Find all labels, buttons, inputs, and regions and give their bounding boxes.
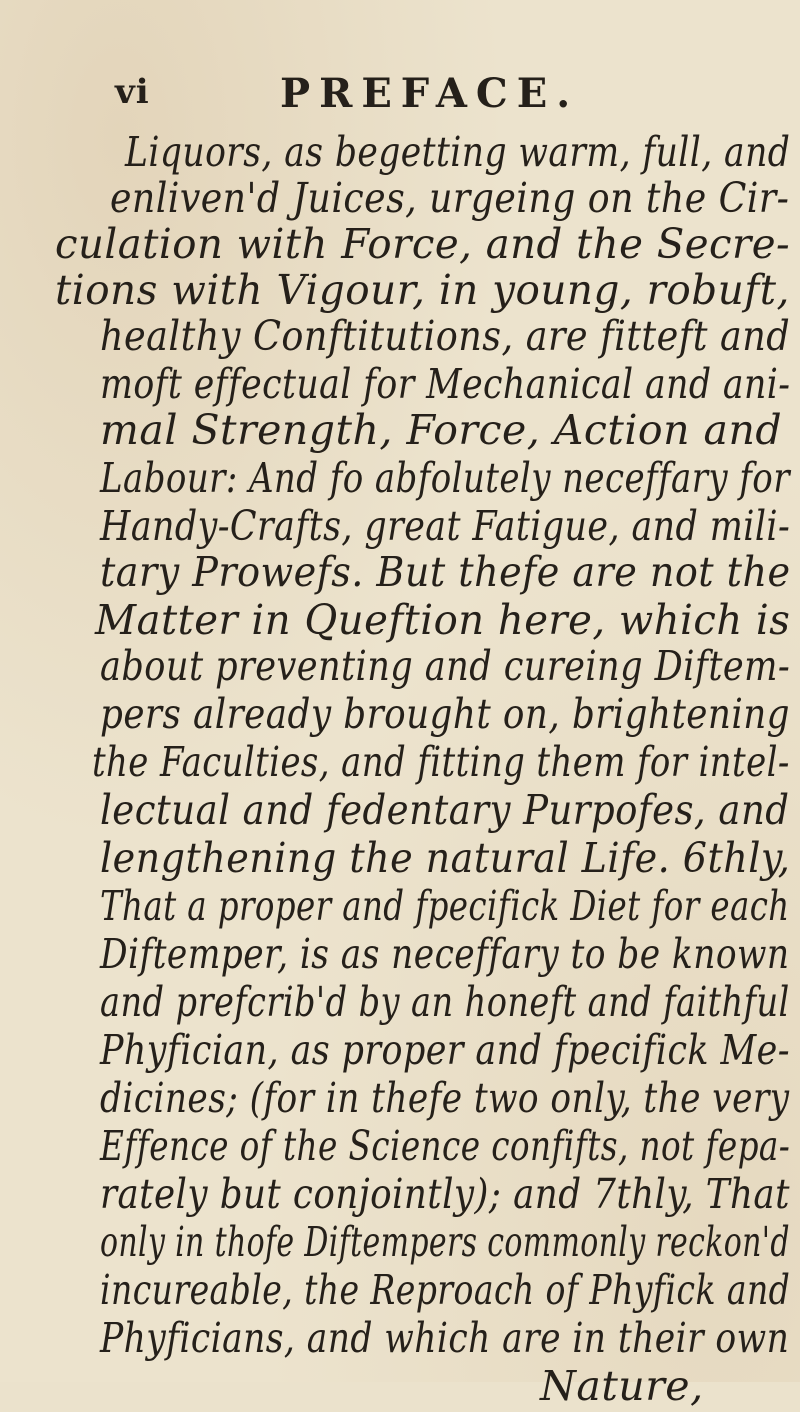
text-line: Labour: And fo abfolutely neceffary for [100,454,790,502]
text-line: pers already brought on, brightening [100,690,790,738]
page-header [115,72,675,116]
text-line: lengthening the natural Life. 6thly, [100,834,791,882]
text-line: lectual and fedentary Purpofes, and [100,786,790,834]
text-line: enliven'd Juices, urgeing on the Cir- [110,174,790,222]
text-line: about preventing and cureing Diftem- [100,642,791,690]
text-line: Phyfician, as proper and fpecifick Me- [100,1026,790,1074]
text-line: Liquors, as begetting warm, full, and [125,128,791,176]
text-line: mal Strength, Force, Action and [100,406,783,454]
text-line: moft effectual for Mechanical and ani- [100,360,791,408]
page-number: vi [115,72,150,112]
text-line: Handy-Crafts, great Fatigue, and mili- [100,502,791,550]
text-line: healthy Conftitutions, are fitteft and [100,312,791,360]
text-line: the Faculties, and fitting them for intel- [92,738,790,786]
text-line: only in thofe Diftempers commonly reckon'd [100,1218,790,1266]
text-line: culation with Force, and the Secre- [55,220,791,268]
text-line: tary Prowefs. But thefe are not the [100,548,791,596]
text-line: That a proper and fpecifick Diet for each [100,882,790,930]
text-line: tions with Vigour, in young, robuft, [55,266,790,314]
text-line: dicines; (for in thefe two only, the very [100,1074,790,1122]
running-head: PREFACE. [280,70,580,117]
text-line: incureable, the Reproach of Phyfick and [100,1266,791,1314]
text-line: Effence of the Science confifts, not fepa- [100,1122,791,1170]
text-line: and prefcrib'd by an honeft and faithful [100,978,790,1026]
catchword: Nature, [540,1362,704,1410]
text-line: rately but conjointly); and 7thly, That [100,1170,790,1218]
text-line: Matter in Queftion here, which is [95,596,791,644]
text-line: Diftemper, is as neceffary to be known [100,930,790,978]
text-line: Phyficians, and which are in their own [100,1314,790,1362]
